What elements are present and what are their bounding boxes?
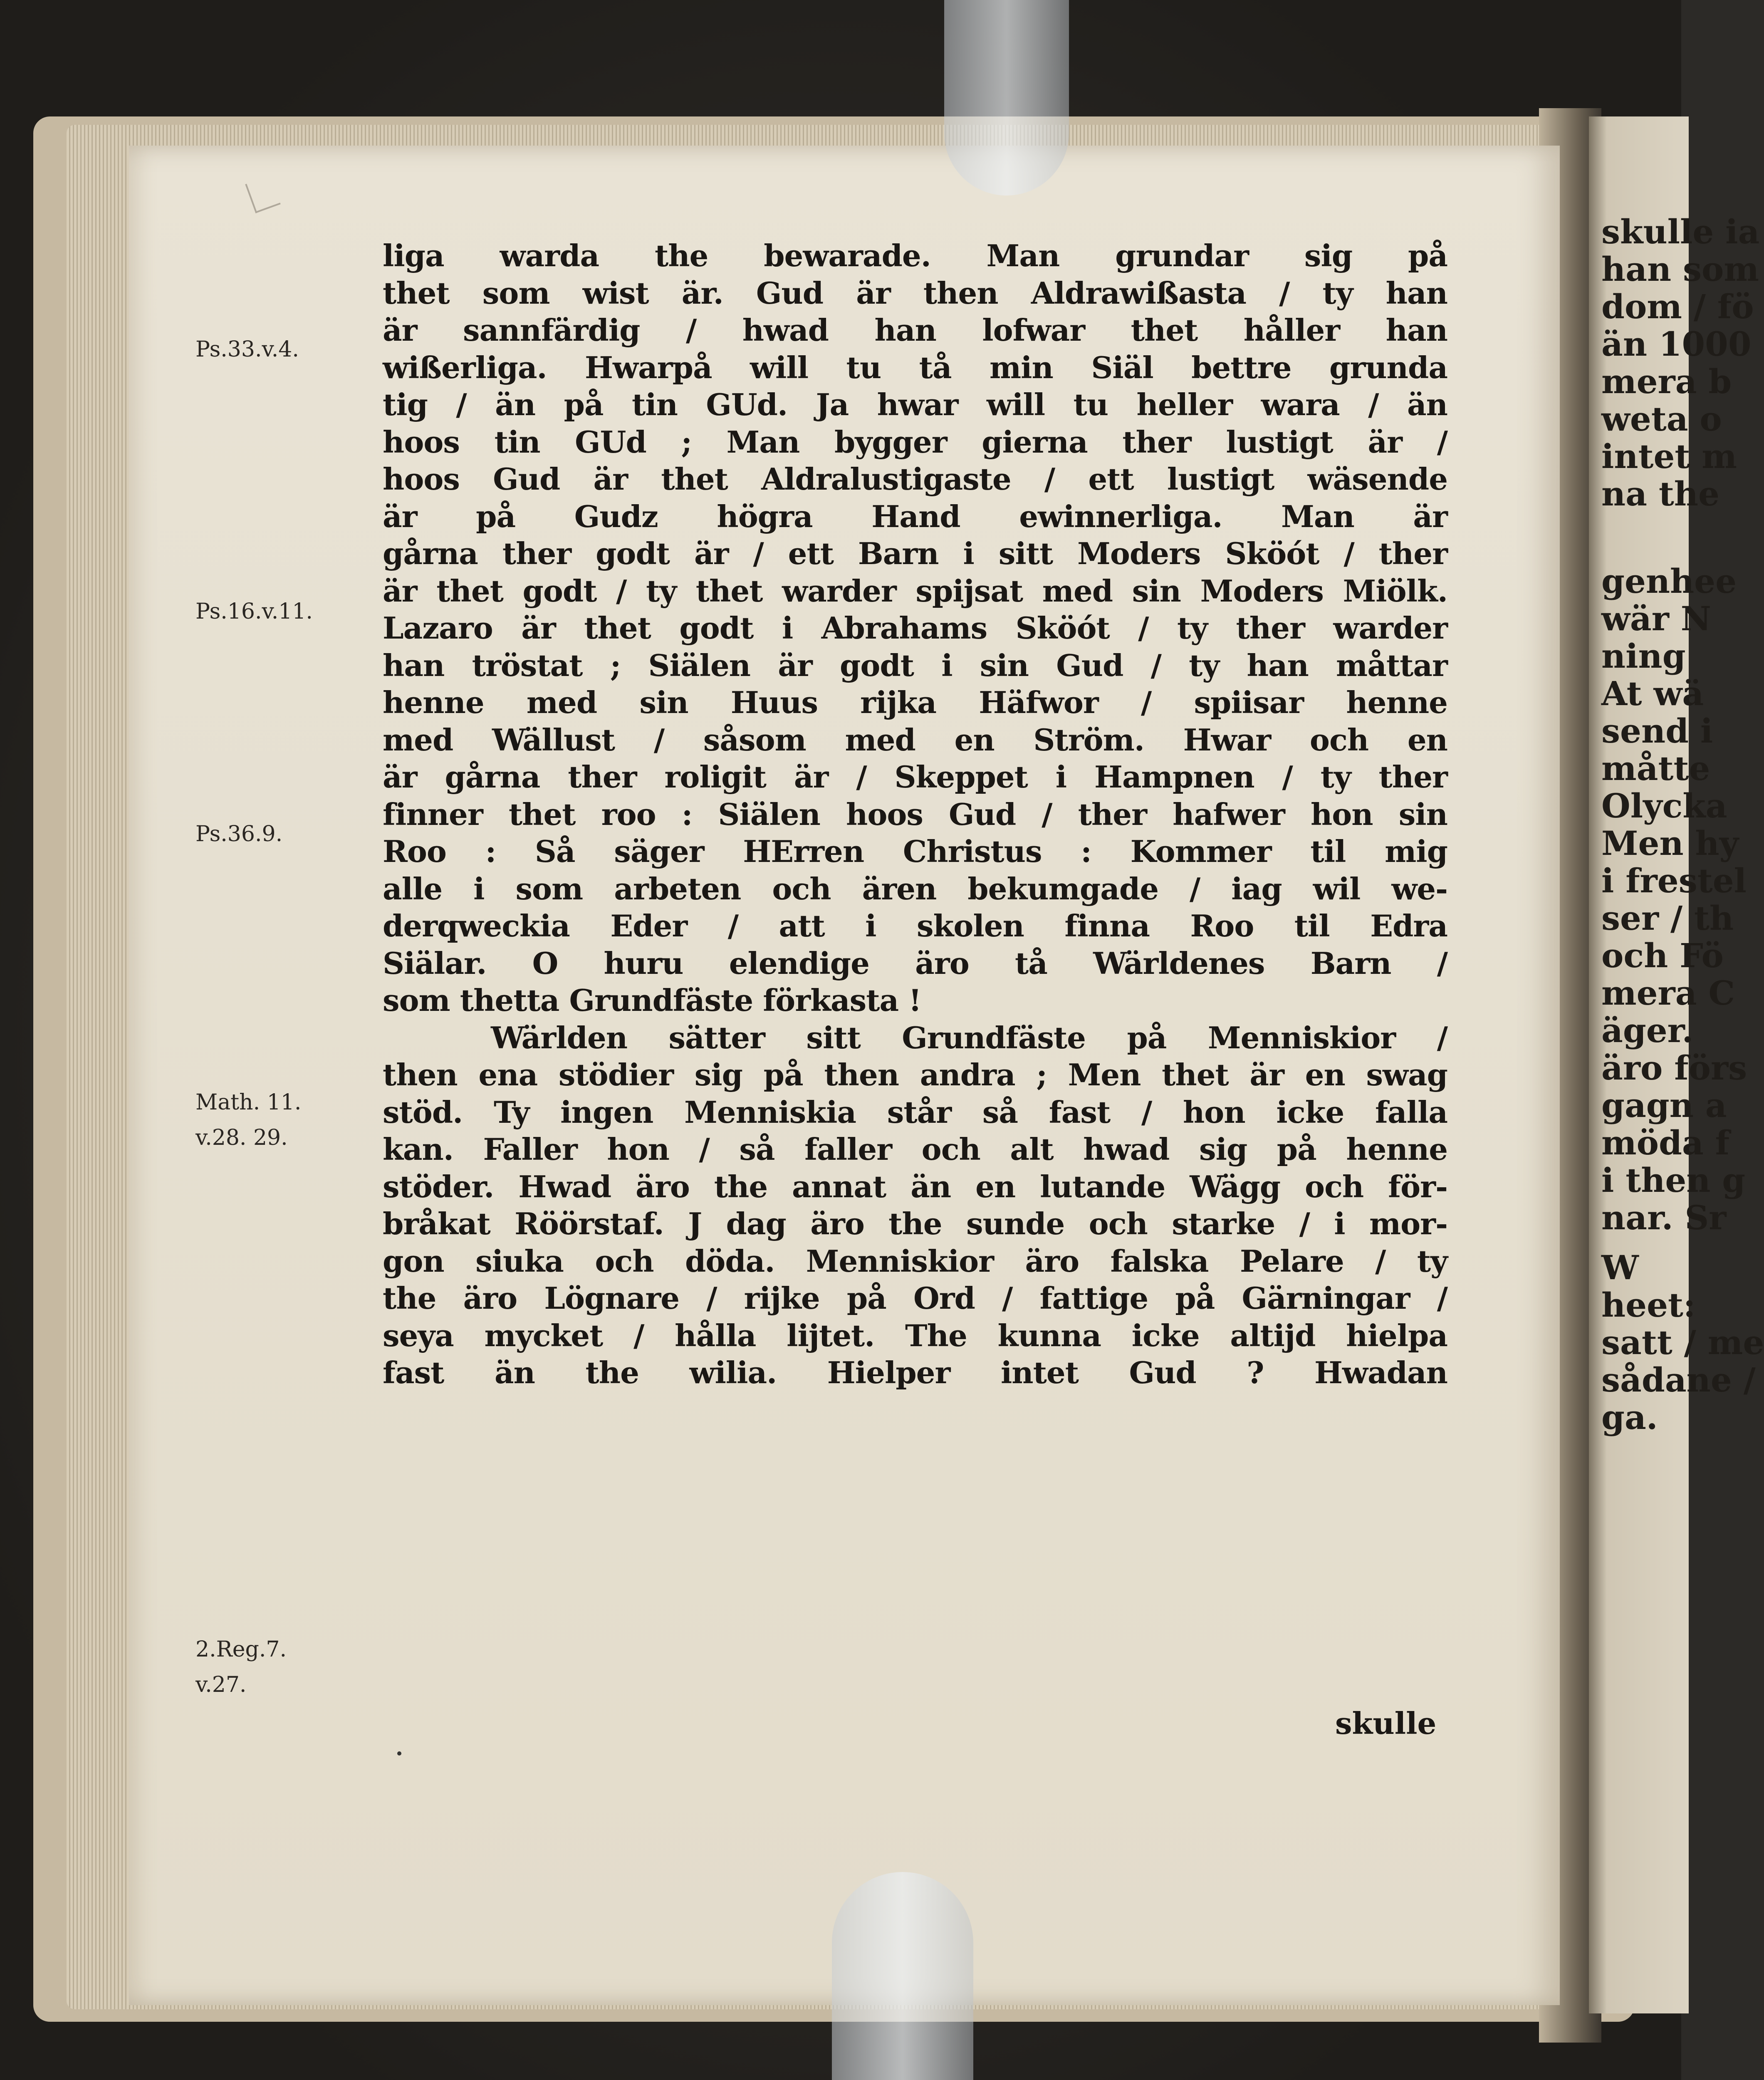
text-line: kan. Faller hon / så faller och alt hwad sig på henne: [383, 1132, 1447, 1167]
text-line: derqweckia Eder / att i skolen finna Roo til Edra: [383, 908, 1447, 943]
margin-note: v.28. 29.: [195, 1125, 288, 1150]
margin-note: Math. 11.: [195, 1090, 302, 1115]
facing-page-line: nar. Sr: [1601, 1198, 1727, 1237]
facing-page-line: intet m: [1601, 437, 1737, 476]
margin-note: Ps.36.9.: [195, 822, 283, 847]
facing-page-line: At wä: [1601, 674, 1704, 713]
facing-page-line: na the: [1601, 474, 1719, 513]
text-line: stöd. Ty ingen Menniskia står så fast / hon icke falla: [383, 1094, 1447, 1130]
text-line: liga warda the bewarade. Man grundar sig på: [383, 238, 1447, 273]
page-holder-clip-bottom: [832, 1872, 973, 2080]
margin-note: 2.Reg.7.: [195, 1637, 287, 1662]
facing-page-line: satt / me: [1601, 1323, 1764, 1362]
text-line: är thet godt / ty thet warder spijsat med sin Moders Miölk.: [383, 573, 1447, 609]
text-line: är gårna ther roligit är / Skeppet i Hampnen / ty ther: [383, 759, 1447, 795]
main-text-block: [383, 237, 1447, 1392]
facing-page-line: skulle ia: [1601, 212, 1760, 251]
text-line: henne med sin Huus rijka Häfwor / spiisar henne: [383, 685, 1447, 720]
facing-page-line: ser / th: [1601, 899, 1734, 938]
facing-page-line: mera C: [1601, 973, 1735, 1013]
margin-note: Ps.33.v.4.: [195, 337, 299, 362]
facing-page-line: W: [1601, 1248, 1639, 1287]
facing-page-line: än 1000: [1601, 324, 1752, 364]
facing-page-line: mera b: [1601, 362, 1732, 401]
facing-page-line: i then g: [1601, 1161, 1746, 1200]
text-line: then ena stödier sig på then andra ; Men thet är en swag: [383, 1057, 1447, 1092]
text-line: med Wällust / såsom med en Ström. Hwar och en: [383, 722, 1447, 758]
text-line: hoos Gud är thet Aldralustigaste / ett lustigt wäsende: [383, 461, 1447, 497]
text-line: är sannfärdig / hwad han lofwar thet håller han: [383, 312, 1447, 348]
text-line: thet som wist är. Gud är then Aldrawißasta / ty han: [383, 275, 1447, 311]
facing-page-line: genhee: [1601, 562, 1737, 601]
facing-page: [1589, 116, 1764, 2013]
text-line: är på Gudz högra Hand ewinnerliga. Man är: [383, 498, 1447, 534]
margin-note: v.27.: [195, 1672, 247, 1697]
catchword: skulle: [1335, 1706, 1437, 1741]
facing-page-line: möda f: [1601, 1123, 1730, 1162]
text-line: finner thet roo : Siälen hoos Gud / ther hafwer hon sin: [383, 796, 1447, 832]
facing-page-line: sådane /: [1601, 1360, 1756, 1399]
text-line: Wärlden sätter sitt Grundfäste på Menniskior /: [491, 1020, 1447, 1055]
facing-page-line: wär N: [1601, 599, 1711, 638]
text-line: alle i som arbeten och ären bekumgade / iag wil we-: [383, 871, 1447, 906]
facing-page-line: ning: [1601, 636, 1686, 676]
ink-dot: [397, 1751, 401, 1756]
text-line: stöder. Hwad äro the annat än en lutande Wägg och för-: [383, 1169, 1447, 1204]
facing-page-line: äro förs: [1601, 1048, 1747, 1087]
facing-page-line: ga.: [1601, 1398, 1658, 1437]
text-line: Roo : Så säger HErren Christus : Kommer til mig: [383, 834, 1447, 869]
page-holder-clip-top: [944, 0, 1069, 196]
facing-page-line: i frestel: [1601, 861, 1747, 900]
text-line: tig / än på tin GUd. Ja hwar will tu heller wara / än: [383, 387, 1447, 422]
text-line: hoos tin GUd ; Man bygger gierna ther lustigt är /: [383, 424, 1447, 460]
text-line: han tröstat ; Siälen är godt i sin Gud / ty han måttar: [383, 647, 1447, 683]
facing-page-line: Men hy: [1601, 824, 1739, 863]
text-line: Siälar. O huru elendige äro tå Wärldenes Barn /: [383, 945, 1447, 981]
text-line: fast än the wilia. Hielper intet Gud ? Hwadan: [383, 1355, 1447, 1390]
facing-page-line: och Fö: [1601, 936, 1724, 975]
facing-page-line: Olycka: [1601, 786, 1727, 825]
facing-page-line: send i: [1601, 711, 1713, 750]
facing-page-line: gagn a: [1601, 1086, 1727, 1125]
text-line: som thetta Grundfäste förkasta !: [383, 983, 921, 1018]
facing-page-line: måtte: [1601, 749, 1710, 788]
facing-page-line: äger.: [1601, 1011, 1694, 1050]
margin-note: Ps.16.v.11.: [195, 599, 313, 624]
text-line: the äro Lögnare / rijke på Ord / fattige på Gärningar /: [383, 1280, 1447, 1316]
text-line: seya mycket / hålla lijtet. The kunna icke altijd hielpa: [383, 1317, 1447, 1353]
facing-page-line: han som: [1601, 250, 1759, 289]
facing-page-line: weta o: [1601, 399, 1722, 438]
text-line: Lazaro är thet godt i Abrahams Sköót / ty ther warder: [383, 610, 1447, 646]
facing-page-line: heet:: [1601, 1285, 1696, 1325]
text-line: gårna ther godt är / ett Barn i sitt Moders Sköót / ther: [383, 536, 1447, 571]
facing-page-line: dom / fö: [1601, 287, 1754, 326]
text-line: wißerliga. Hwarpå will tu tå min Siäl bettre grunda: [383, 349, 1447, 385]
text-line: bråkat Röörstaf. J dag äro the sunde och starke / i mor-: [383, 1206, 1447, 1241]
text-line: gon siuka och döda. Menniskior äro falska Pelare / ty: [383, 1243, 1447, 1279]
